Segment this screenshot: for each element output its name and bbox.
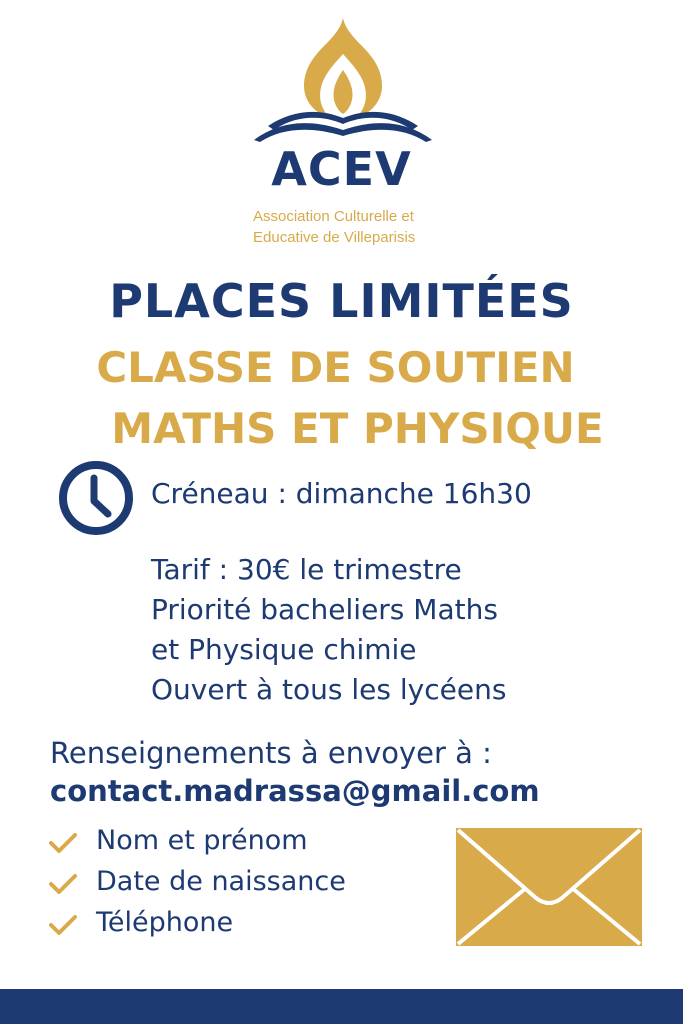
logo-flame-inner <box>333 70 352 114</box>
logo-book-right <box>343 123 432 142</box>
checkmark-icon <box>48 914 78 936</box>
headline-classe-de-soutien: CLASSE DE SOUTIEN <box>96 343 575 392</box>
headline-maths-physique: MATHS ET PHYSIQUE <box>111 404 604 453</box>
contact-block <box>50 734 540 810</box>
checkmark-icon <box>48 873 78 895</box>
detail-tarif: Tarif : 30€ le trimestre <box>151 553 462 586</box>
required-info-name: Nom et prénom <box>96 825 308 856</box>
detail-priorite-cont: et Physique chimie <box>151 633 417 666</box>
footer-bar <box>0 989 683 1024</box>
detail-ouvert: Ouvert à tous les lycéens <box>151 673 507 706</box>
envelope-icon <box>456 828 642 946</box>
logo-name: ACEV <box>271 142 412 196</box>
details-list <box>151 550 506 710</box>
checkmark-icon <box>48 832 78 854</box>
schedule-text: Créneau : dimanche 16h30 <box>151 477 532 510</box>
required-info-birthdate: Date de naissance <box>96 866 346 897</box>
contact-email: contact.madrassa@gmail.com <box>50 774 540 808</box>
detail-priorite: Priorité bacheliers Maths <box>151 593 498 626</box>
headline-places-limitees: PLACES LIMITÉES <box>109 274 574 328</box>
contact-label: Renseignements à envoyer à : <box>50 736 492 770</box>
logo-subtitle-line1: Association Culturelle et <box>253 208 414 225</box>
logo-subtitle-line2: Educative de Villeparisis <box>253 229 416 246</box>
clock-icon <box>56 458 136 538</box>
logo-book-left <box>254 123 343 142</box>
logo-subtitle <box>253 206 513 248</box>
logo-emblem <box>248 14 438 144</box>
required-info-phone: Téléphone <box>96 907 234 938</box>
